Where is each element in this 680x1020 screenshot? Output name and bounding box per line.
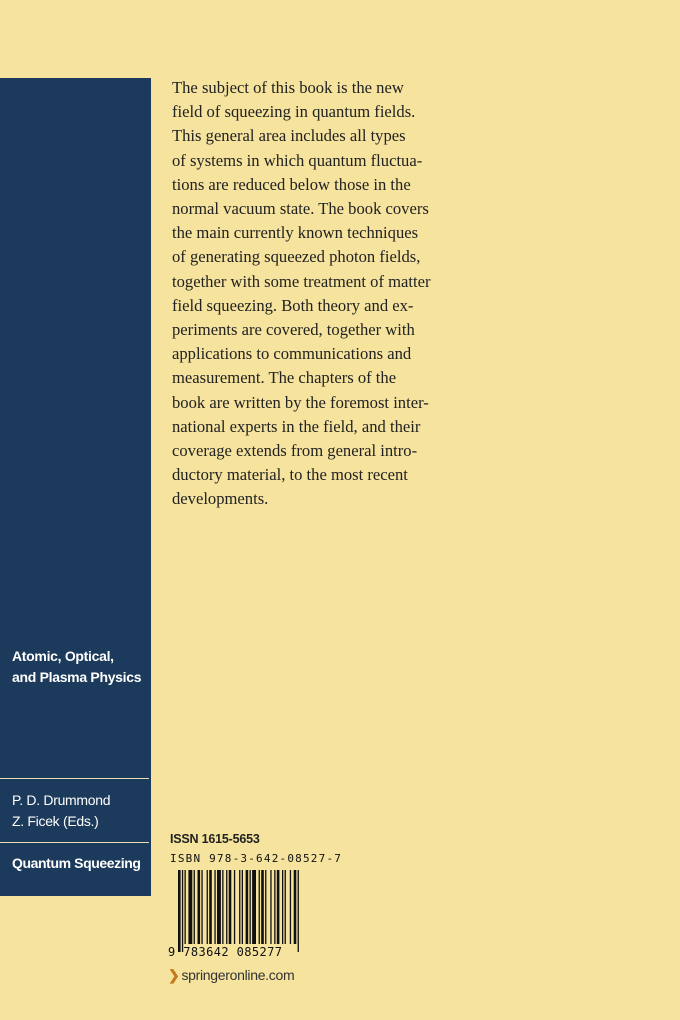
series-title-line-1: Atomic, Optical, (12, 648, 114, 664)
editor-1: P. D. Drummond (12, 792, 111, 808)
barcode-bar (209, 870, 212, 944)
series-title (12, 646, 148, 688)
barcode-bar (239, 870, 240, 944)
barcode-bar (188, 870, 192, 944)
book-title: Quantum Squeezing (12, 855, 141, 871)
description-line: book are written by the foremost inter- (172, 392, 429, 412)
editors (12, 790, 148, 832)
website-text: springeronline.com (181, 967, 295, 983)
description-line: measurement. The chapters of the (172, 368, 397, 388)
issn: ISSN 1615-5653 (170, 832, 260, 846)
description-line: This general area includes all types (172, 126, 406, 146)
series-title-line-2: and Plasma Physics (12, 669, 142, 685)
barcode-bar (214, 870, 215, 944)
barcode-bar (282, 870, 283, 944)
description-line: coverage extends from general intro- (172, 441, 418, 461)
description-line: of systems in which quantum fluctua- (172, 150, 423, 170)
description-line: field of squeezing in quantum fields. (172, 102, 416, 122)
description-line: the main currently known techniques (172, 223, 419, 243)
divider-rule (0, 842, 149, 843)
barcode-number: 9 783642 085277 (168, 945, 283, 959)
description-line: tions are reduced below those in the (172, 174, 411, 194)
barcode-bar (178, 870, 181, 952)
barcode-bar (226, 870, 227, 944)
barcode (178, 870, 330, 952)
barcode-bar (185, 870, 186, 944)
description-line: national experts in the field, and their (172, 416, 421, 436)
description-line: developments. (172, 489, 269, 509)
barcode-bar (194, 870, 195, 944)
description-line: of generating squeezed photon fields, (172, 247, 421, 267)
barcode-bar (252, 870, 256, 944)
description-line: ductory material, to the most recent (172, 465, 408, 485)
barcode-bar (246, 870, 249, 944)
barcode-bar (207, 870, 208, 944)
chevron-right-icon: ❯ (168, 967, 180, 983)
barcode-bar (270, 870, 271, 944)
book-description (172, 76, 492, 512)
barcode-bar (217, 870, 221, 944)
barcode-bar (285, 870, 286, 944)
barcode-bar (277, 870, 280, 944)
barcode-bar (250, 870, 251, 944)
barcode-bar (261, 870, 264, 944)
divider-rule (0, 778, 149, 779)
barcode-bar (229, 870, 232, 944)
website-link[interactable] (168, 967, 294, 984)
barcode-bar (201, 870, 202, 944)
description-line: applications to communications and (172, 344, 412, 364)
barcode-bar (294, 870, 297, 944)
barcode-bar (242, 870, 243, 944)
barcode-bar (198, 870, 201, 944)
editor-2: Z. Ficek (Eds.) (12, 813, 99, 829)
barcode-bar (298, 870, 299, 952)
barcode-bar (265, 870, 266, 944)
description-line: The subject of this book is the new (172, 78, 404, 97)
barcode-bar (222, 870, 223, 944)
barcode-bar (259, 870, 260, 944)
barcode-bar (182, 870, 183, 952)
description-line: periments are covered, together with (172, 320, 415, 340)
barcode-bar (274, 870, 275, 944)
barcode-bar (234, 870, 235, 944)
cover-spine-band (0, 78, 151, 896)
isbn: ISBN 978-3-642-08527-7 (170, 852, 343, 865)
barcode-bar (290, 870, 291, 944)
description-line: field squeezing. Both theory and ex- (172, 295, 414, 315)
description-line: normal vacuum state. The book covers (172, 199, 429, 219)
description-line: together with some treatment of matter (172, 271, 431, 291)
